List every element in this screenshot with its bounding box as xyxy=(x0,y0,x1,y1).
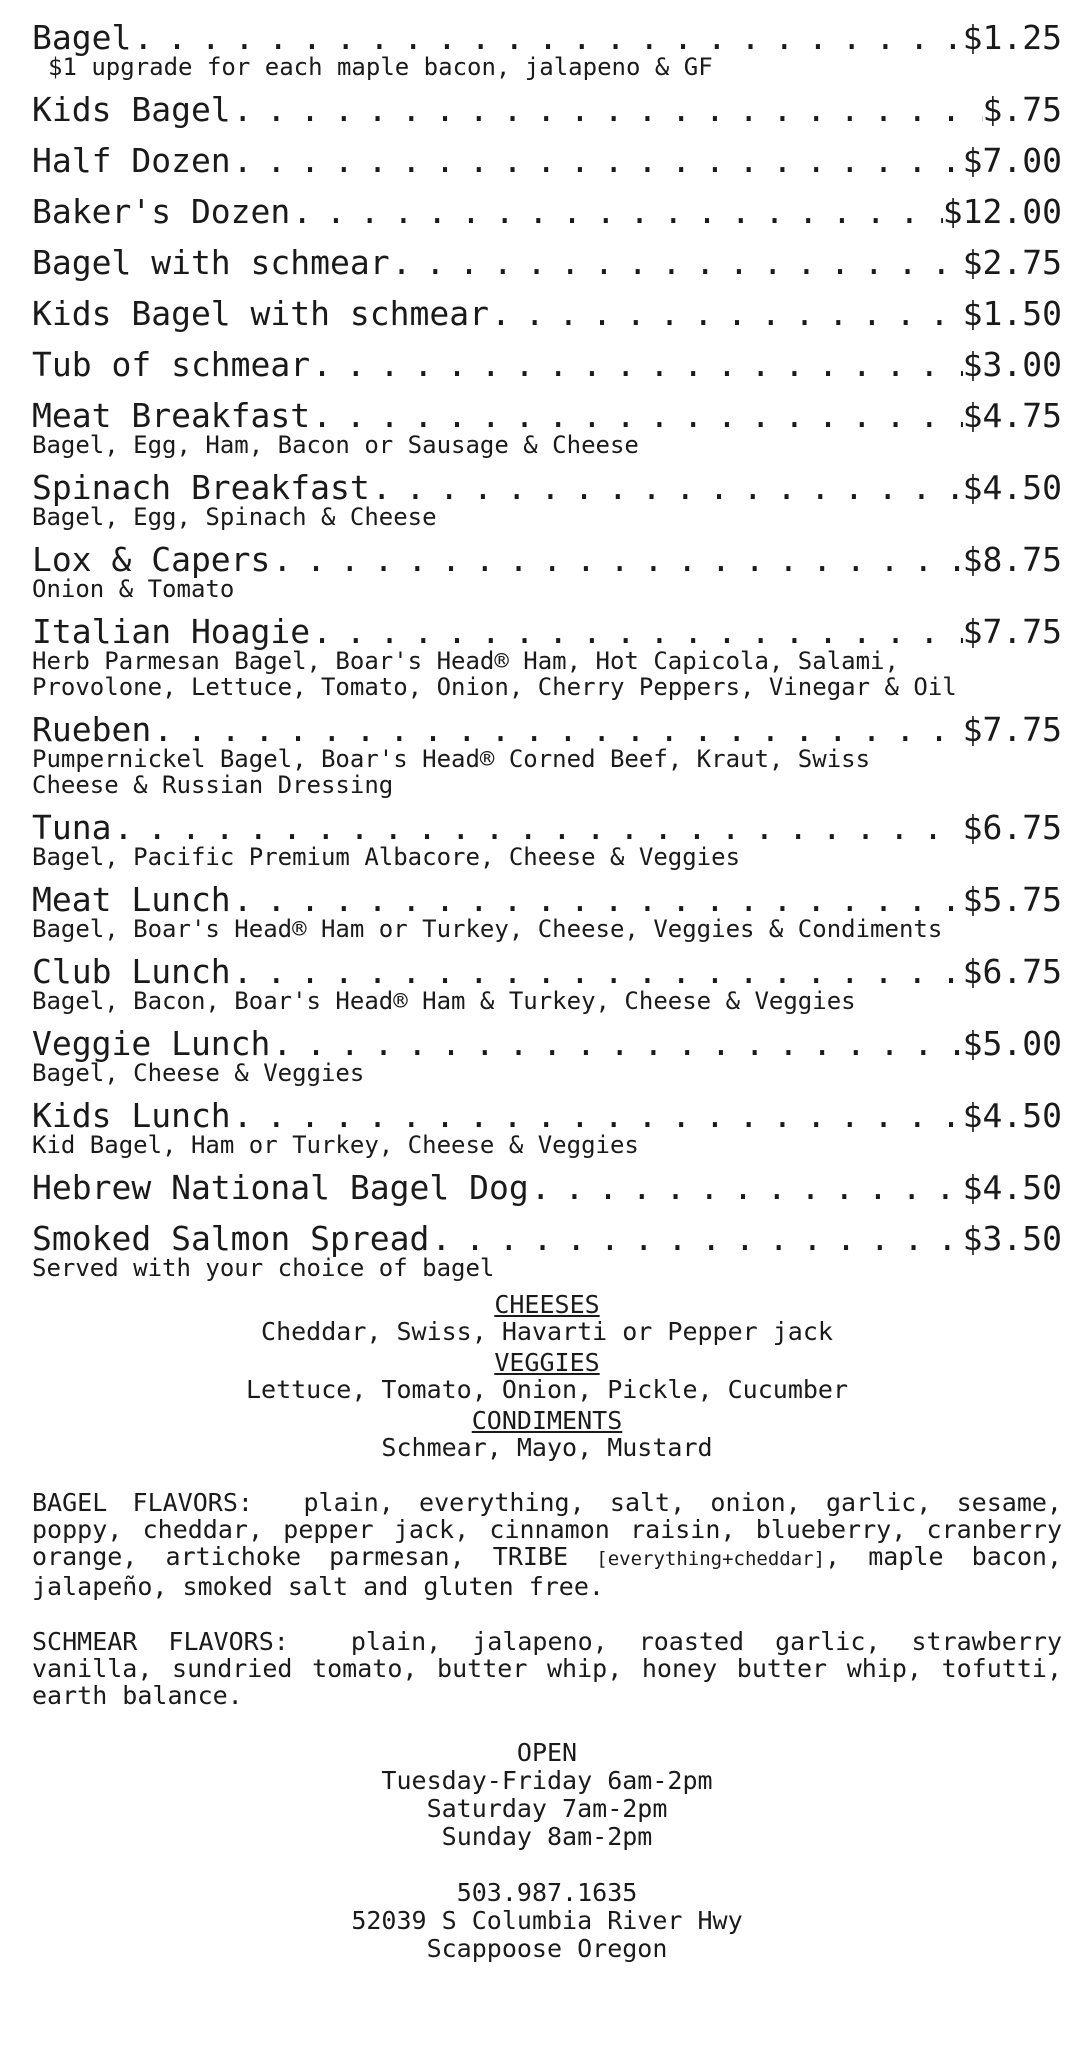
veggies-section xyxy=(32,1349,1062,1403)
menu-item-row xyxy=(32,1168,1062,1208)
dot-leader xyxy=(111,808,962,848)
menu-item-name: Tuna xyxy=(32,808,112,847)
cheeses-section xyxy=(32,1291,1062,1345)
menu-item xyxy=(32,345,1062,385)
menu-item-row xyxy=(32,540,1062,580)
menu-item-row xyxy=(32,808,1062,848)
menu xyxy=(32,18,1062,1963)
menu-item-price: $4.50 xyxy=(962,1096,1062,1135)
menu-item-price: $.75 xyxy=(982,90,1062,129)
menu-item-name: Italian Hoagie xyxy=(32,612,311,651)
menu-item-name: Spinach Breakfast xyxy=(32,468,370,507)
menu-item-price: $4.75 xyxy=(962,396,1062,435)
menu-item-name: Kids Bagel xyxy=(32,90,231,129)
menu-item-row xyxy=(32,18,1062,58)
menu-item xyxy=(32,192,1062,232)
bagel-flavors-note: [everything+cheddar] xyxy=(596,1548,826,1570)
menu-item xyxy=(32,468,1062,530)
schmear-flavors-label: SCHMEAR FLAVORS: xyxy=(32,1627,289,1656)
menu-item-price: $1.50 xyxy=(962,294,1062,333)
bagel-flavors-label: BAGEL FLAVORS: xyxy=(32,1488,253,1517)
schmear-flavors-text: plain, jalapeno, roasted garlic, strawberry vanilla, sundried tomato, butter whip, honey butter whip, tofutti, earth balance. xyxy=(32,1627,1062,1710)
hours-line: Tuesday-Friday 6am-2pm xyxy=(381,1766,713,1795)
menu-item-name: Hebrew National Bagel Dog xyxy=(32,1168,529,1207)
menu-item-price: $3.00 xyxy=(962,345,1062,384)
menu-item-name: Rueben xyxy=(32,710,152,749)
menu-item-price: $5.00 xyxy=(962,1024,1062,1063)
dot-leader xyxy=(270,540,962,580)
menu-item-name: Tub of schmear xyxy=(32,345,311,384)
dot-leader xyxy=(231,952,963,992)
dot-leader xyxy=(310,345,963,385)
menu-item-name: Meat Breakfast xyxy=(32,396,311,435)
condiments-list: Schmear, Mayo, Mustard xyxy=(381,1433,713,1462)
menu-item-row xyxy=(32,612,1062,652)
veggies-title: VEGGIES xyxy=(494,1348,600,1377)
menu-item-row xyxy=(32,90,1062,130)
hours-line: Saturday 7am-2pm xyxy=(426,1794,668,1823)
veggies-list: Lettuce, Tomato, Onion, Pickle, Cucumber xyxy=(245,1375,849,1404)
menu-item-price: $8.75 xyxy=(962,540,1062,579)
menu-item-name: Veggie Lunch xyxy=(32,1024,271,1063)
menu-item-row xyxy=(32,1024,1062,1064)
menu-item-price: $5.75 xyxy=(962,880,1062,919)
menu-item-price: $6.75 xyxy=(962,952,1062,991)
contact-section xyxy=(32,1879,1062,1963)
menu-item-price: $2.75 xyxy=(962,243,1062,282)
dot-leader xyxy=(131,18,962,58)
menu-item-name: Bagel with schmear xyxy=(32,243,390,282)
menu-item-price: $6.75 xyxy=(962,808,1062,847)
menu-item-name: Meat Lunch xyxy=(32,880,231,919)
menu-item-row xyxy=(32,141,1062,181)
menu-item xyxy=(32,1168,1062,1208)
menu-item-price: $4.50 xyxy=(962,1168,1062,1207)
menu-item-description: Bagel, Pacific Premium Albacore, Cheese & Veggies xyxy=(32,843,741,871)
dot-leader xyxy=(310,612,963,652)
menu-item xyxy=(32,1219,1062,1281)
menu-item xyxy=(32,243,1062,283)
phone-number: 503.987.1635 xyxy=(456,1878,638,1907)
menu-item-row xyxy=(32,1096,1062,1136)
menu-item-name: Smoked Salmon Spread xyxy=(32,1219,430,1258)
bagel-flavors xyxy=(32,1489,1062,1600)
menu-item xyxy=(32,18,1062,80)
menu-item-price: $7.75 xyxy=(962,612,1062,651)
dot-leader xyxy=(429,1219,962,1259)
menu-item-description: Herb Parmesan Bagel, Boar's Head® Ham, Hot Capicola, Salami, Provolone, Lettuce, Tomato, Onion, Cherry Peppers, Vinegar & Oil xyxy=(32,647,957,701)
menu-item-row xyxy=(32,952,1062,992)
dot-leader xyxy=(270,1024,962,1064)
menu-item-price: $3.50 xyxy=(962,1219,1062,1258)
dot-leader xyxy=(529,1168,963,1208)
menu-item xyxy=(32,396,1062,458)
menu-item-description: Onion & Tomato xyxy=(32,575,235,603)
menu-item-row xyxy=(32,192,1062,232)
menu-item xyxy=(32,90,1062,130)
menu-item-description: Bagel, Cheese & Veggies xyxy=(32,1059,365,1087)
menu-item-row xyxy=(32,710,1062,750)
menu-item xyxy=(32,710,1062,798)
dot-leader xyxy=(290,192,943,232)
menu-item xyxy=(32,1096,1062,1158)
menu-item xyxy=(32,880,1062,942)
dot-leader xyxy=(231,1096,963,1136)
menu-item-row xyxy=(32,1219,1062,1259)
menu-item-name: Half Dozen xyxy=(32,141,231,180)
dot-leader xyxy=(310,396,963,436)
bagel-flavors-text: plain, everything, salt, onion, garlic, sesame, poppy, cheddar, pepper jack, cinnamon raisin, blueberry, cranberry orange, artichoke parmesan, TRIBE xyxy=(32,1488,1062,1571)
address-city: Scappoose Oregon xyxy=(426,1934,668,1963)
menu-item xyxy=(32,612,1062,700)
menu-item-description: Bagel, Egg, Ham, Bacon or Sausage & Cheese xyxy=(32,431,639,459)
menu-item-row xyxy=(32,880,1062,920)
menu-item-row xyxy=(32,468,1062,508)
dot-leader xyxy=(151,710,962,750)
menu-item-description: Bagel, Boar's Head® Ham or Turkey, Cheese, Veggies & Condiments xyxy=(32,915,943,943)
dot-leader xyxy=(231,90,983,130)
menu-item-description: Bagel, Bacon, Boar's Head® Ham & Turkey, Cheese & Veggies xyxy=(32,987,856,1015)
hours-section xyxy=(32,1739,1062,1851)
menu-item xyxy=(32,540,1062,602)
menu-item-price: $7.75 xyxy=(962,710,1062,749)
dot-leader xyxy=(370,468,963,508)
menu-item-description: Pumpernickel Bagel, Boar's Head® Corned Beef, Kraut, Swiss Cheese & Russian Dressing xyxy=(32,745,871,799)
address-street: 52039 S Columbia River Hwy xyxy=(351,1906,743,1935)
hours-title: OPEN xyxy=(516,1738,578,1767)
menu-item-name: Club Lunch xyxy=(32,952,231,991)
condiments-title: CONDIMENTS xyxy=(471,1406,623,1435)
menu-item-description: Served with your choice of bagel xyxy=(32,1254,495,1282)
menu-item-name: Bagel xyxy=(32,18,132,57)
dot-leader xyxy=(231,880,963,920)
menu-item-name: Baker's Dozen xyxy=(32,192,291,231)
dot-leader xyxy=(390,243,963,283)
menu-item-name: Kids Bagel with schmear xyxy=(32,294,489,333)
menu-item-row xyxy=(32,396,1062,436)
menu-item xyxy=(32,808,1062,870)
menu-item-description: Bagel, Egg, Spinach & Cheese xyxy=(32,503,437,531)
menu-item-price: $7.00 xyxy=(962,141,1062,180)
hours-line: Sunday 8am-2pm xyxy=(441,1822,653,1851)
cheeses-title: CHEESES xyxy=(494,1290,600,1319)
menu-item-price: $1.25 xyxy=(962,18,1062,57)
menu-item xyxy=(32,294,1062,334)
bagel-flavors-text-end: , maple bacon, jalapeño, smoked salt and gluten free. xyxy=(32,1542,1062,1601)
cheeses-list: Cheddar, Swiss, Havarti or Pepper jack xyxy=(261,1317,833,1346)
menu-item xyxy=(32,952,1062,1014)
condiments-section xyxy=(32,1407,1062,1461)
schmear-flavors xyxy=(32,1628,1062,1709)
menu-item xyxy=(32,141,1062,181)
menu-item-description: Kid Bagel, Ham or Turkey, Cheese & Veggies xyxy=(32,1131,639,1159)
menu-items-list xyxy=(32,18,1062,1281)
dot-leader xyxy=(489,294,963,334)
menu-item-name: Kids Lunch xyxy=(32,1096,231,1135)
menu-item-row xyxy=(32,345,1062,385)
menu-item-row xyxy=(32,243,1062,283)
menu-item xyxy=(32,1024,1062,1086)
menu-item-description: $1 upgrade for each maple bacon, jalapeno & GF xyxy=(48,53,713,81)
menu-item-price: $4.50 xyxy=(962,468,1062,507)
dot-leader xyxy=(231,141,963,181)
menu-item-price: $12.00 xyxy=(942,192,1062,231)
menu-item-name: Lox & Capers xyxy=(32,540,271,579)
menu-item-row xyxy=(32,294,1062,334)
